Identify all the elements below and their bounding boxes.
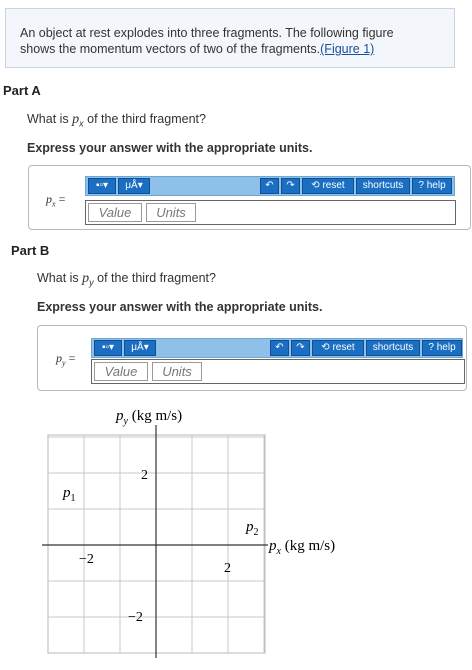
help-label: help [436, 342, 456, 353]
part-b-toolbar [91, 338, 463, 358]
x-axis-label: $p_x$ (kg m/s) [269, 538, 336, 557]
intro-line-1: An object at rest explodes into three fragments. The following figure [20, 26, 394, 40]
question-variable: p [82, 271, 90, 286]
redo-icon[interactable]: ↷ [281, 178, 300, 194]
question-text-end: of the third fragment? [83, 112, 206, 126]
shortcuts-label: shortcuts [362, 180, 404, 191]
part-b-title: Part B [11, 243, 50, 258]
figure-link[interactable]: (Figure 1) [320, 42, 375, 56]
question-text: What is [37, 271, 83, 285]
shortcuts-label: shortcuts [372, 342, 414, 353]
templates-icon[interactable]: ▪▫▾ [88, 178, 116, 194]
part-b-answer-panel [37, 325, 467, 391]
value-field[interactable]: Value [88, 203, 142, 222]
units-button[interactable]: μÅ▾ [118, 178, 150, 194]
intro-line-2 [20, 41, 442, 57]
equals-sign: = [68, 351, 76, 365]
redo-icon[interactable]: ↷ [291, 340, 310, 356]
part-b-answer-label [56, 351, 75, 367]
answer-sub: y [62, 358, 66, 368]
part-b-input-row [91, 359, 465, 384]
reset-button[interactable]: ⟲ reset [302, 178, 354, 194]
question-subscript: y [89, 277, 94, 288]
question-subscript: x [79, 118, 84, 129]
question-text: What is [27, 112, 73, 126]
units-field[interactable]: Units [146, 203, 196, 222]
vector-p1-label: $p_1$ [63, 485, 76, 504]
question-variable: p [72, 112, 80, 127]
units-button-label: μÅ [125, 180, 138, 191]
intro-text: shows the momentum vectors of two of the fragments. [20, 42, 321, 56]
units-button-label: μÅ [131, 342, 144, 353]
x-tick-positive: 2 [224, 561, 231, 576]
part-a-input-row [85, 200, 456, 225]
templates-icon[interactable]: ▪▫▾ [94, 340, 122, 356]
part-a-toolbar [85, 176, 455, 196]
problem-intro [5, 8, 455, 68]
reset-label: reset [322, 180, 345, 191]
reset-label: reset [332, 342, 355, 353]
y-axis-label: $p_y$ (kg m/s) [116, 408, 183, 427]
answer-sub: x [52, 199, 56, 209]
units-button[interactable]: μÅ▾ [124, 340, 156, 356]
part-b-question [37, 271, 216, 288]
answer-var: p [56, 351, 62, 365]
part-a-answer-panel [28, 165, 471, 230]
answer-var: p [46, 192, 52, 206]
part-a-answer-label [46, 192, 65, 208]
x-tick-negative: −2 [79, 552, 94, 567]
units-field[interactable]: Units [152, 362, 202, 381]
y-tick-positive: 2 [141, 468, 148, 483]
shortcuts-button[interactable] [366, 340, 420, 356]
part-a-title: Part A [3, 83, 41, 98]
help-button[interactable]: ? help [412, 178, 452, 194]
help-label: help [426, 180, 446, 191]
shortcuts-button[interactable] [356, 178, 410, 194]
reset-button[interactable]: ⟲ reset [312, 340, 364, 356]
question-text-end: of the third fragment? [93, 271, 216, 285]
equals-sign: = [58, 192, 66, 206]
part-a-instruction: Express your answer with the appropriate units. [27, 141, 313, 155]
part-b-instruction: Express your answer with the appropriate units. [37, 300, 323, 314]
undo-icon[interactable]: ↶ [270, 340, 289, 356]
part-a-question [27, 112, 206, 129]
vector-p2-label: $p_2$ [246, 519, 259, 538]
undo-icon[interactable]: ↶ [260, 178, 279, 194]
value-field[interactable]: Value [94, 362, 148, 381]
y-tick-negative: −2 [128, 610, 143, 625]
help-button[interactable]: ? help [422, 340, 462, 356]
momentum-figure [0, 400, 472, 670]
